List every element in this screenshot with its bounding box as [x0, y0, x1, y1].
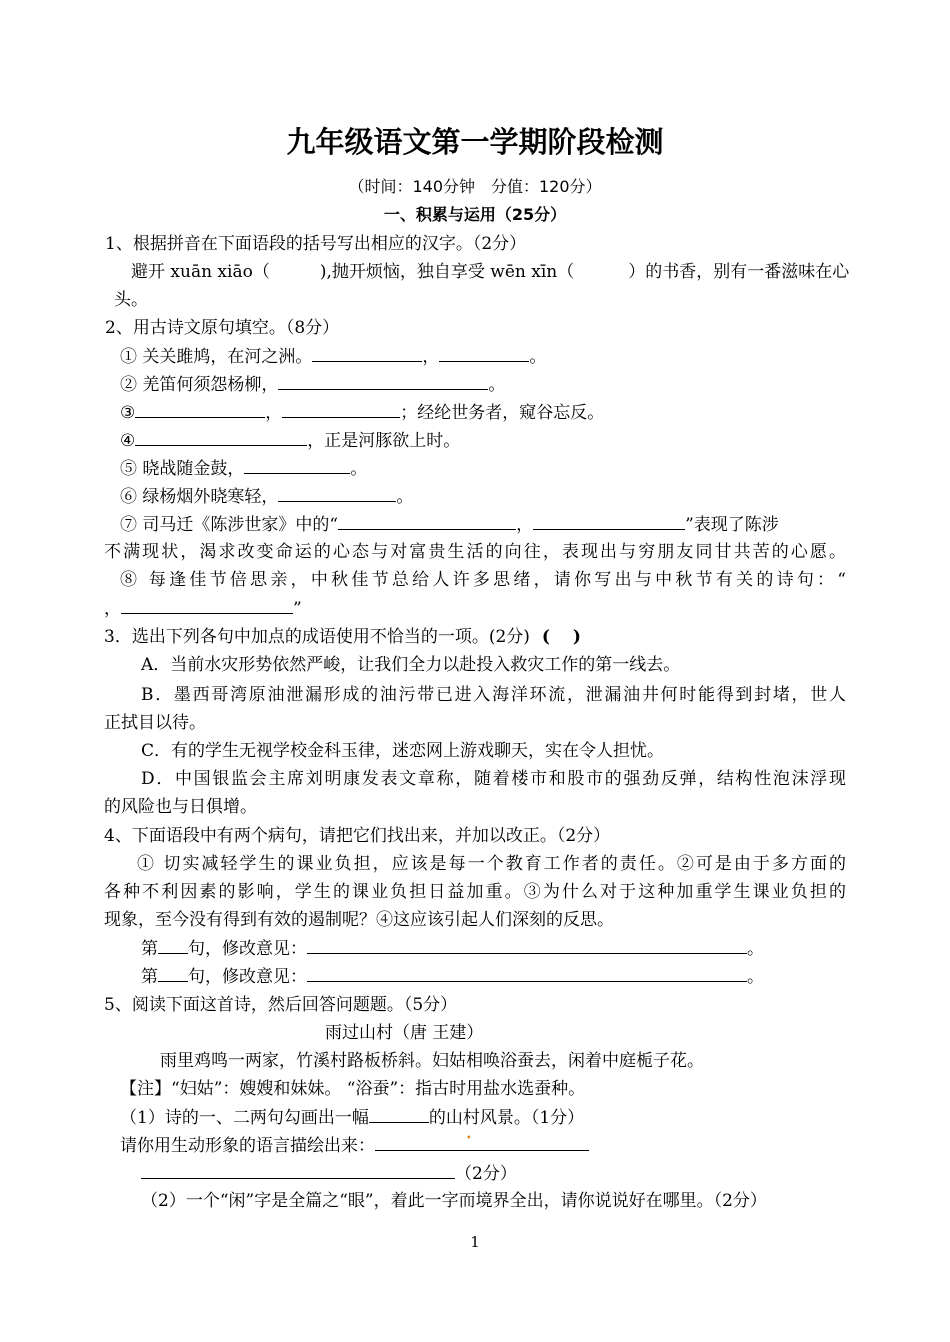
q5-sub-1-describe-cont: （2分） [141, 1161, 517, 1186]
q2-item-6-blank[interactable] [278, 484, 396, 502]
q3-option-b-cont: 正拭目以待。 [104, 713, 206, 733]
q2-item-8: ⑧ 每逢佳节倍思亲，中秋佳节总给人许多思绪，请你写出与中秋节有关的诗句：“ [120, 570, 846, 590]
q2-item-1-blank-1[interactable] [312, 344, 422, 362]
q4-passage-line-1: ① 切实减轻学生的课业负担，应该是每一个教育工作者的责任。②可是由于多方面的 [137, 854, 846, 874]
q4-passage-line-2: 各种不利因素的影响，学生的课业负担日益加重。③为什么对于这种加重学生课业负担的 [104, 882, 846, 902]
q2-item-3-blank-2[interactable] [282, 400, 400, 418]
exam-subtitle: （时间：140分钟 分值：120分） [348, 177, 602, 196]
q5-sub-1: （1）诗的一、二两句勾画出一幅 的山村 • 风景。（1分） [120, 1105, 584, 1130]
q2-item-2-blank[interactable] [278, 372, 488, 390]
section-heading: 一、积累与运用（25分） [383, 205, 567, 224]
q2-item-8-blank[interactable] [121, 596, 293, 614]
q2-item-1-blank-2[interactable] [439, 344, 529, 362]
poem-note: 【注】“妇姑”：嫂嫂和妹妹。 “浴蚕”：指古时用盐水选蚕种。 [120, 1079, 586, 1099]
q3-option-a: A．当前水灾形势依然严峻，让我们全力以赴投入救灾工作的第一线去。 [141, 655, 681, 675]
page-title: 九年级语文第一学期阶段检测 [286, 125, 664, 159]
q3-option-d-cont: 的风险也与日俱增。 [104, 797, 257, 817]
q4-revision-1-sentence-blank[interactable] [158, 936, 188, 954]
q5-sub-1-blank[interactable] [369, 1105, 429, 1123]
q4-passage-line-3: 现象，至今没有得到有效的遏制呢？④这应该引起人们深刻的反思。 [104, 910, 614, 930]
question-1-text [131, 260, 849, 284]
q2-item-7-blank-1[interactable] [338, 512, 516, 530]
q2-item-6: ⑥ 绿杨烟外晓寒轻， 。 [120, 484, 413, 509]
q2-item-5: ⑤ 晓战随金鼓， 。 [120, 456, 367, 481]
q2-item-8-cont: ， ” [104, 596, 302, 621]
question-2-stem: 2、用古诗文原句填空。（8分） [105, 318, 340, 338]
question-5-stem: 5、阅读下面这首诗，然后回答问题题。（5分） [104, 995, 458, 1015]
q5-sub-1-describe: 请你用生动形象的语言描绘出来： [120, 1133, 589, 1158]
q3-option-d: D．中国银监会主席刘明康发表文章称，随着楼市和股市的强劲反弹，结构性泡沫浮现 [141, 769, 846, 789]
q4-revision-2: 第 句，修改意见： 。 [141, 964, 764, 989]
q1-segment-c: ）的书香，别有一番滋味在心 [628, 262, 850, 282]
q5-sub-2: （2）一个“闲”字是全篇之“眼”，着此一字而境界全出，请你说说好在哪里。（2分） [141, 1191, 767, 1211]
question-1-stem: 1、根据拼音在下面语段的括号写出相应的汉字。（2分） [105, 234, 527, 254]
q2-item-3-blank-1[interactable] [135, 400, 265, 418]
q5-sub-1-describe-blank-1[interactable] [375, 1133, 589, 1151]
q1-segment-b: ),抛开烦恼，独自享受 wēn xīn（ [319, 262, 575, 282]
q2-item-3: ③ ， ；经纶世务者，窥谷忘反。 [120, 400, 604, 425]
page-number: 1 [470, 1233, 480, 1251]
q2-item-7: ⑦ 司马迁《陈涉世家》中的“ ， ”表现了陈涉 [120, 512, 779, 537]
q4-revision-2-blank[interactable] [307, 964, 747, 982]
question-3-stem: 3．选出下列各句中加点的成语使用不恰当的一项。(2分) ( ) [104, 627, 581, 647]
question-1-text-cont: 头。 [114, 290, 148, 310]
q2-item-5-blank[interactable] [244, 456, 350, 474]
q5-sub-1-describe-blank-2[interactable] [141, 1161, 455, 1179]
question-4-stem: 4、下面语段中有两个病句，请把它们找出来，并加以改正。（2分） [104, 826, 611, 846]
q2-item-2: ② 羌笛何须怨杨柳， 。 [120, 372, 505, 397]
q1-segment-a: 避开 xuān xiāo（ [131, 262, 270, 282]
q4-revision-1: 第 句，修改意见： 。 [141, 936, 764, 961]
q4-revision-1-blank[interactable] [307, 936, 747, 954]
q3-option-c: C．有的学生无视学校金科玉律，迷恋网上游戏聊天，实在令人担忧。 [141, 741, 665, 761]
poem-text: 雨里鸡鸣一两家，竹溪村路板桥斜。妇姑相唤浴蚕去，闲着中庭栀子花。 [160, 1051, 704, 1071]
q3-option-b: B．墨西哥湾原油泄漏形成的油污带已进入海洋环流，泄漏油井何时能得到封堵，世人 [141, 685, 846, 705]
q2-item-7-blank-2[interactable] [533, 512, 685, 530]
q3-answer-paren[interactable]: ( ) [541, 627, 581, 647]
q2-item-4-blank[interactable] [135, 428, 307, 446]
q2-item-4: ④ ，正是河豚欲上时。 [120, 428, 460, 453]
q2-item-7-cont: 不满现状，渴求改变命运的心态与对富贵生活的向往，表现出与穷朋友同甘共苦的心愿。 [104, 542, 846, 562]
q4-revision-2-sentence-blank[interactable] [158, 964, 188, 982]
poem-title: 雨过山村（唐 王建） [325, 1023, 484, 1043]
q2-item-1: ① 关关雎鸠，在河之洲。 ， 。 [120, 344, 546, 369]
